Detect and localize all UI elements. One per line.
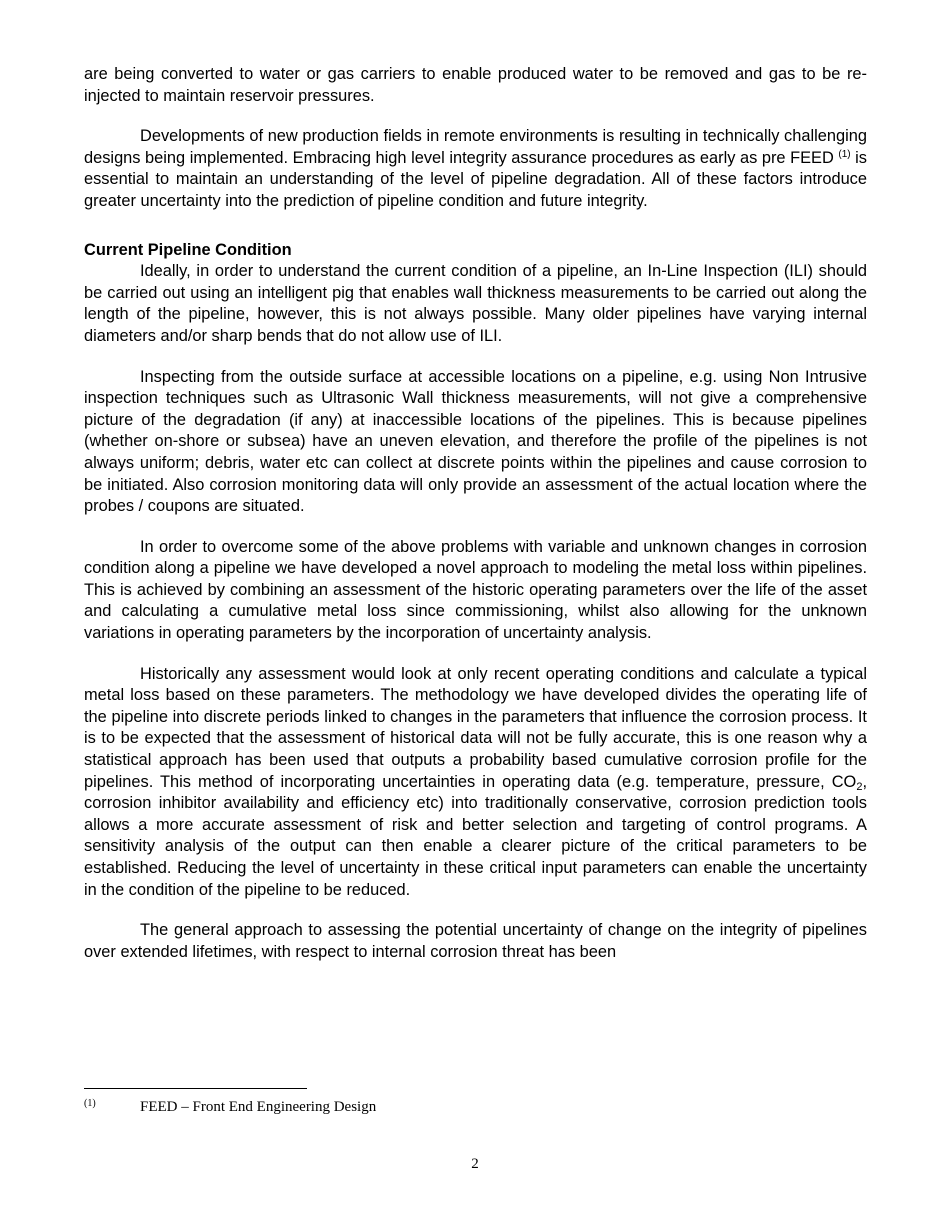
page-body [84, 64, 867, 982]
paragraph-historically: Historically any assessment would look at only recent operating conditions and calculate a typical metal loss based on these parameters. The methodology we have developed divides the operating life of the pipeline into discrete periods linked to changes in the parameters that influence the corrosion process. It is to be expected that the assessment of historical data will not be fully accurate, this is one reason why a statistical approach has been used that outputs a probability based cumulative corrosion profile for the pipelines. This method of incorporating uncertainties in operating data (e.g. temperature, pressure, $CO_2$, corrosion inhibitor availability and efficiency etc) into traditionally conservative, corrosion prediction tools allows a more accurate assessment of risk and better selection and targeting of control programs. A sensitivity analysis of the output can then enable a clearer picture of the critical parameters to be established. Reducing the level of uncertainty in these critical input parameters can enable the uncertainty in the condition of the pipeline to be reduced. [84, 664, 867, 899]
paragraph-ideally: Ideally, in order to understand the current condition of a pipeline, an In-Line Inspection (ILI) should be carried out using an intelligent pig that enables wall thickness measurements to be carried out along the length of the pipeline, however, this is not always possible. Many older pipelines have varying internal diameters and/or sharp bends that do not allow use of ILI. [84, 262, 867, 345]
paragraph-inspecting: Inspecting from the outside surface at accessible locations on a pipeline, e.g. using Non Intrusive inspection techniques such as Ultrasonic Wall thickness measurements, will not give a comprehensive picture of the degradation (if any) at inaccessible locations of the pipelines. This is because pipelines (whether on-shore or subsea) have an uneven elevation, and therefore the profile of the pipelines is not always uniform; debris, water etc can collect at discrete points within the pipelines and cause corrosion to be initiated. Also corrosion monitoring data will only provide an assessment of the actual location where the probes / coupons are situated. [84, 367, 867, 516]
paragraph-developments: Developments of new production fields in remote environments is resulting in technically challenging designs being implemented. Embracing high level integrity assurance procedures as early as pre FEED $^{(1)}$ is essential to maintain an understanding of the level of pipeline degradation. All of these factors introduce greater uncertainty into the prediction of pipeline condition and future integrity. [84, 127, 867, 210]
footnote-divider [84, 1088, 307, 1089]
paragraph-general-approach: The general approach to assessing the potential uncertainty of change on the integrity of pipelines over extended lifetimes, with respect to internal corrosion threat has been [84, 921, 867, 961]
section-heading: Current Pipeline Condition [84, 240, 292, 259]
paragraph-carriers: are being converted to water or gas carriers to enable produced water to be removed and gas to be re-injected to maintain reservoir pressures. [84, 65, 867, 105]
footnote-mark: (1) [84, 1098, 96, 1109]
co2-subscript: 2 [856, 780, 863, 793]
footnote [84, 1098, 376, 1116]
footnote-reference: (1) [838, 148, 851, 160]
footnote-text: FEED – Front End Engineering Design [140, 1099, 377, 1115]
page-number: 2 [471, 1156, 479, 1172]
paragraph-overcome: In order to overcome some of the above problems with variable and unknown changes in corrosion condition along a pipeline we have developed a novel approach to modeling the metal loss within pipelines. This is achieved by combining an assessment of the historic operating parameters over the life of the asset and calculating a cumulative metal loss since commissioning, whilst also allowing for the unknown variations in operating parameters by the incorporation of uncertainty analysis. [84, 537, 867, 643]
